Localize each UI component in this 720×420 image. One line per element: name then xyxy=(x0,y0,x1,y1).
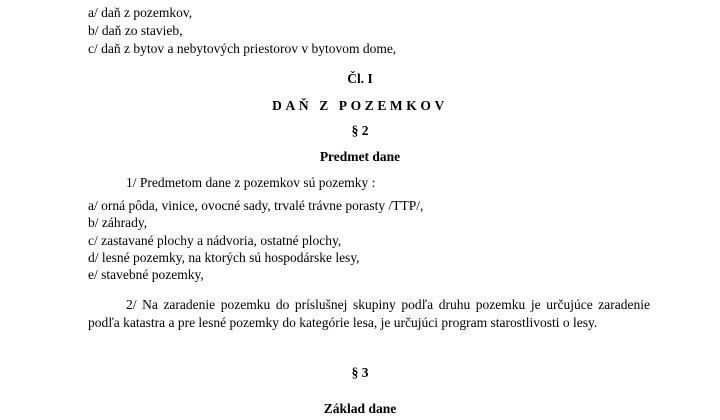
section-2-item-d: d/ lesné pozemky, na ktorých sú hospodárske lesy, xyxy=(88,250,360,265)
section-2-mark: § 2 xyxy=(351,123,369,138)
section-2-heading: Predmet dane xyxy=(319,149,401,164)
section-2-item-b: b/ záhrady, xyxy=(88,215,148,230)
section-2-paragraph-1: 1/ Predmetom dane z pozemkov sú pozemky : xyxy=(126,175,376,190)
section-3-mark: § 3 xyxy=(351,365,369,380)
intro-item-a: a/ daň z pozemkov, xyxy=(88,5,193,20)
section-2-item-c: c/ zastavané plochy a nádvoria, ostatné plochy, xyxy=(88,233,342,248)
section-3-heading: Základ dane xyxy=(323,401,397,416)
section-2-item-e: e/ stavebné pozemky, xyxy=(88,267,204,282)
article-number: Čl. I xyxy=(347,71,373,86)
article-title: DAŇ Z POZEMKOV xyxy=(272,98,448,113)
section-2-item-a: a/ orná pôda, vinice, ovocné sady, trvalé trávne porasty /TTP/, xyxy=(88,198,424,213)
intro-item-c: c/ daň z bytov a nebytových priestorov v bytovom dome, xyxy=(88,41,397,56)
section-2-paragraph-2: 2/ Na zaradenie pozemku do príslušnej skupiny podľa druhu pozemku je určujúce zaradenie podľa katastra a pre lesné pozemky do kategórie lesa, je určujúci program starostlivosti o lesy. xyxy=(88,297,650,330)
intro-item-b: b/ daň zo stavieb, xyxy=(88,23,183,38)
